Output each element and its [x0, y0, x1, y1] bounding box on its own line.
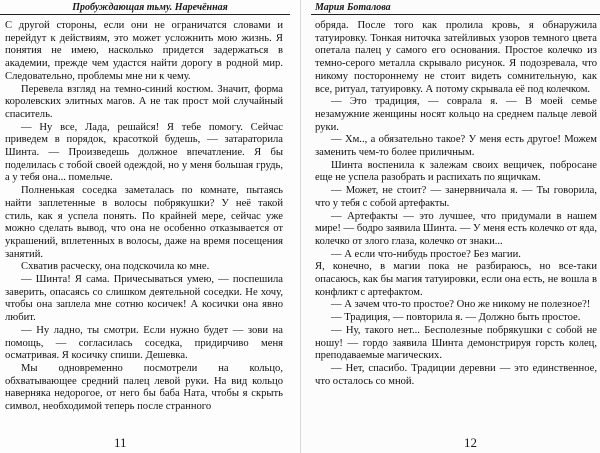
- paragraph: Полненькая соседка заметалась по комнате, пытаясь найти заплетенные в волосы побрякушки? У неё такой стиль, как я успела понять. По крайней мере, сейчас уже можно сделать вывод, что она не особенно отказывается от украшений, вплетенных в волосы, даже на время посещения занятий.: [5, 185, 283, 260]
- paragraph: Мы одновременно посмотрели на кольцо, обхватывающее средний палец левой руки. На вид кольцо наверняка недорогое, от него бы баба Ната, чтобы я скрыть символ, необходимой теперь после странного: [5, 362, 283, 413]
- paragraph: — Ну, такого нет... Бесполезные побрякушки с собой не ношу! — гордо заявила Шинта демонстрируя горсть колец, преподаваемые магических.: [315, 324, 597, 362]
- paragraph: Схватив расческу, она подскочила ко мне.: [21, 261, 210, 273]
- paragraph: — Это традиция, — соврала я. — В моей семье незамужние женщины носят кольцо на среднем пальце левой руки.: [315, 96, 597, 133]
- header-rule: [311, 14, 600, 15]
- paragraph: — А если что-нибудь простое? Без магии.: [331, 248, 521, 260]
- right-page: [300, 0, 600, 453]
- paragraph: обряда. После того как пролила кровь, я обнаружила татуировку. Тонкая ниточка затейливых узоров темного цвета опетала палец у самого его основания. Простое колечко из темно-серого металла скрывало рисунок. Я подозревала, что никому постороннему не стоит видеть сомнительную, как все, ритуал, татуировку. А потому скрывала её под колечком.: [315, 20, 597, 95]
- paragraph: — Традиция, — повторила я. — Должно быть простое.: [331, 312, 581, 324]
- running-header: Мария Боталова: [315, 2, 391, 13]
- paragraph: — Артефакты — это лучшее, что придумали в нашем мире! — бодро заявила Шинта. — У меня есть колечко от яда, колечко от злого глаза, колечко от знаки...: [315, 210, 597, 247]
- paragraph: — А зачем что-то простое? Оно же никому не полезное?!: [331, 299, 591, 311]
- paragraph: — Хм.., а обязательно такое? У меня есть другое! Можем заменить чем-то более приличным.: [315, 134, 597, 159]
- paragraph: Шинта воспенила к залежам своих вещичек, побросане еще не успела разобрать и распихать по ящичкам.: [315, 159, 597, 184]
- running-header: Пробуждающая тьму. Наречённая: [72, 2, 228, 13]
- page-number: 11: [114, 435, 127, 450]
- paragraph: Я, конечно, в магии пока не разбираюсь, но все-таки опасаюсь, как бы магия татуировки, если она есть, не вошла в конфликт с артефактом.: [315, 261, 597, 298]
- paragraph: — Может, не стоит? — занервничала я. — Ты говорила, что у тебя с собой артефакты.: [315, 185, 597, 209]
- paragraph: С другой стороны, если они не ограничатся словами и перейдут к действиям, это может усложнить мою жизнь. Я понятия не имею, насколько придется задержаться в академии, прежде чем удастся найти дорогу в родной мир. Следовательно, проблемы мне ни к чему.: [5, 20, 283, 82]
- page-number: 12: [464, 435, 477, 450]
- paragraph: — Нет, спасибо. Традиции деревни — это единственное, что осталось со мной.: [315, 362, 597, 387]
- paragraph: — Ну ладно, ты смотри. Если нужно будет — зови на помощь, — согласилась соседка, придирчиво меня осматривая. Я косичку спиши. Дешевка.: [5, 324, 283, 362]
- paragraph: — Шинта! Я сама. Причесываться умею, — поспешила заверить, опасаясь со слишком деятельной соседки. Не хочу, чтобы она заплела мне сотню косичек! А косички она явно любит.: [5, 274, 283, 324]
- paragraph: Перевела взгляд на темно-синий костюм. Значит, форма королевских элитных магов. А не так прост мой случайный спаситель.: [5, 83, 283, 120]
- page-body: [315, 20, 597, 388]
- paragraph: — Ну все, Лада, решайся! Я тебе помогу. Сейчас приведем в порядок, красоткой будешь, — затараторила Шинта. — Произведешь должное впечатление. Я бы поделилась с тобой своей одеждой, но у меня большая грудь, а у тебя она... помельче.: [5, 121, 283, 184]
- page-body: [5, 20, 283, 414]
- header-rule: [0, 14, 290, 15]
